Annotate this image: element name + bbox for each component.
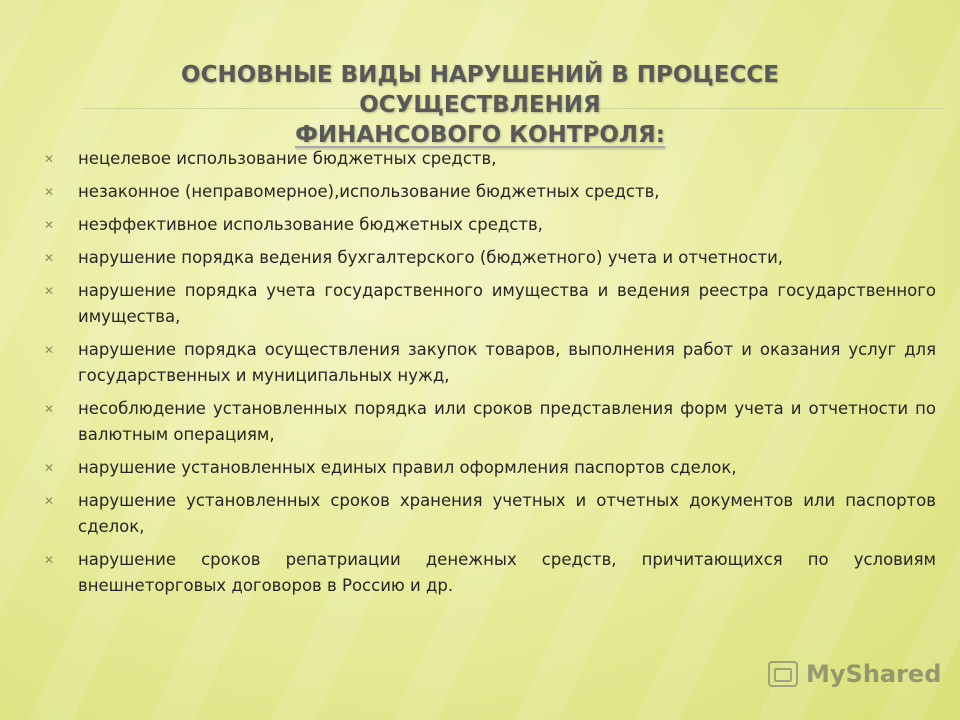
list-item: ✕ нарушение порядка учета государственного имущества и ведения реестра государственного имущества, <box>44 278 936 330</box>
slide-title-line-2: ФИНАНСОВОГО КОНТРОЛЯ: <box>295 122 665 148</box>
list-item: ✕ нарушение порядка ведения бухгалтерского (бюджетного) учета и отчетности, <box>44 245 936 271</box>
bullet-x-icon: ✕ <box>44 402 55 416</box>
list-item: ✕ несоблюдение установленных порядка или сроков представления форм учета и отчетности по валютным операциям, <box>44 396 936 448</box>
watermark-text: MyShared <box>806 660 942 688</box>
bullet-x-icon: ✕ <box>44 553 55 567</box>
list-item: ✕ нарушение установленных единых правил оформления паспортов сделок, <box>44 455 936 481</box>
bullet-x-icon: ✕ <box>44 284 55 298</box>
bullet-x-icon: ✕ <box>44 251 55 265</box>
bullet-x-icon: ✕ <box>44 494 55 508</box>
slide-title <box>60 60 900 150</box>
bullet-x-icon: ✕ <box>44 152 55 166</box>
bullet-x-icon: ✕ <box>44 461 55 475</box>
violations-list <box>44 146 936 606</box>
myshared-watermark[interactable] <box>768 656 941 692</box>
presentation-board-icon <box>768 661 798 687</box>
bullet-x-icon: ✕ <box>44 185 55 199</box>
list-item: ✕ нарушение сроков репатриации денежных средств, причитающихся по условиям внешнеторговых договоров в Россию и др. <box>44 547 936 599</box>
list-item: ✕ неэффективное использование бюджетных средств, <box>44 212 936 238</box>
list-item: ✕ нарушение установленных сроков хранения учетных и отчетных документов или паспортов сделок, <box>44 488 936 540</box>
list-item: ✕ нецелевое использование бюджетных средств, <box>44 146 936 172</box>
list-item: ✕ нарушение порядка осуществления закупок товаров, выполнения работ и оказания услуг для государственных и муниципальных нужд, <box>44 337 936 389</box>
slide-title-line-1: ОСНОВНЫЕ ВИДЫ НАРУШЕНИЙ В ПРОЦЕССЕ ОСУЩЕСТВЛЕНИЯ <box>181 62 779 118</box>
bullet-x-icon: ✕ <box>44 218 55 232</box>
bullet-x-icon: ✕ <box>44 343 55 357</box>
list-item: ✕ незаконное (неправомерное),использование бюджетных средств, <box>44 179 936 205</box>
